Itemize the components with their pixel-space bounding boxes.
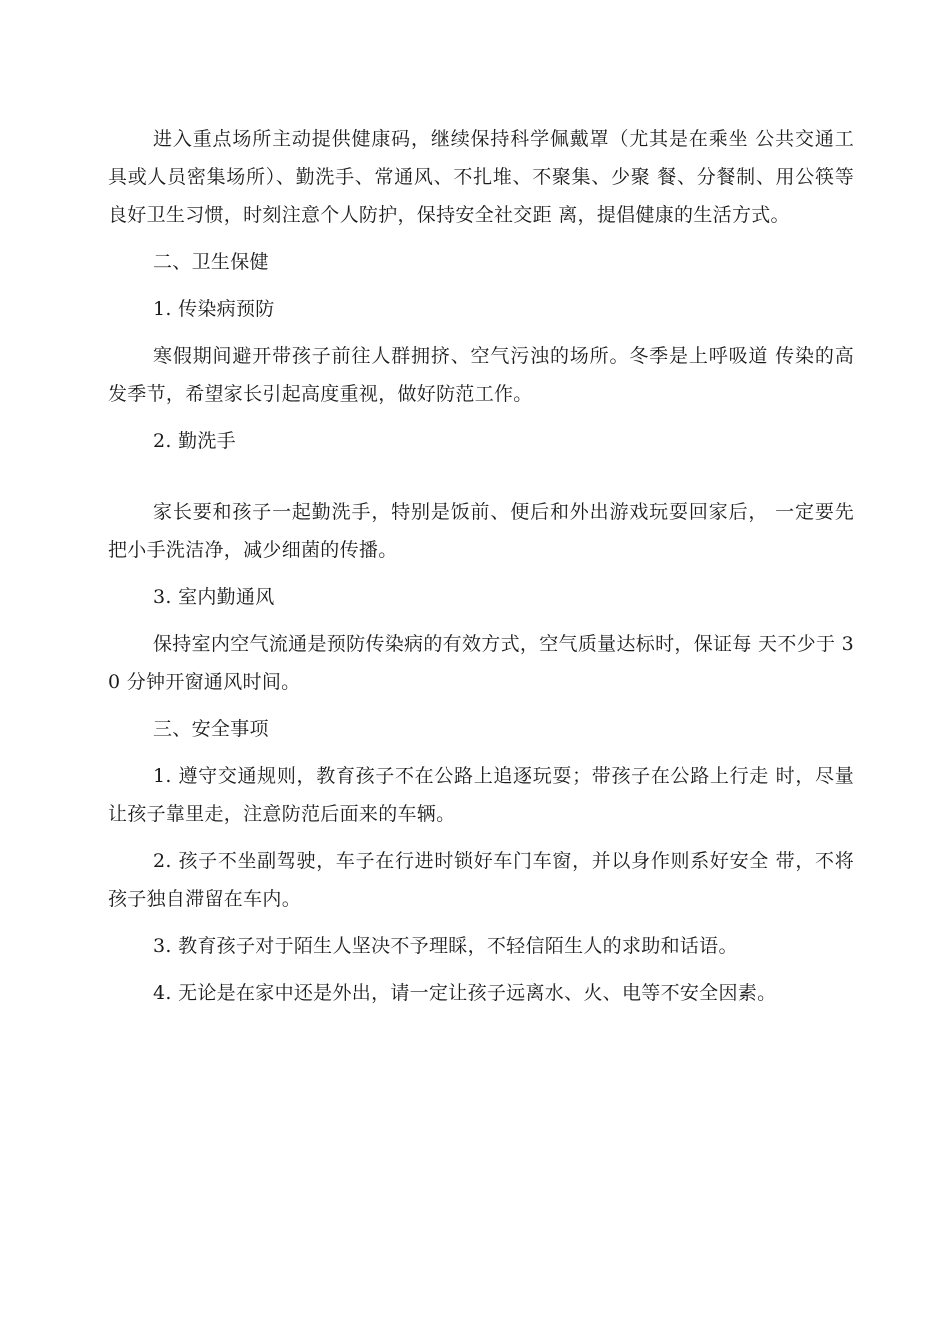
- paragraph-personal-protection: 进入重点场所主动提供健康码，继续保持科学佩戴罩（尤其是在乘坐 公共交通工具或人员密集场所）、勤洗手、常通风、不扎堆、不聚集、少聚 餐、分餐制、用公筷等良好卫生习惯，时刻注意个人防护，保持安全社交距 离，提倡健康的生活方式。: [108, 128, 854, 226]
- section-heading-hygiene: 二、卫生保健: [153, 251, 269, 273]
- paragraph-stranger-safety: 3. 教育孩子对于陌生人坚决不予理睬，不轻信陌生人的求助和话语。: [153, 935, 738, 957]
- section-heading-safety: 三、安全事项: [153, 718, 269, 740]
- paragraph-traffic-safety: 1. 遵守交通规则，教育孩子不在公路上追逐玩耍；带孩子在公路上行走 时，尽量让孩子靠里走，注意防范后面来的车辆。: [108, 765, 854, 825]
- subheading-disease-prevention: 1. 传染病预防: [153, 298, 275, 320]
- paragraph-car-safety: 2. 孩子不坐副驾驶，车子在行进时锁好车门车窗，并以身作则系好安全 带，不将孩子独自滞留在车内。: [108, 850, 854, 910]
- subheading-ventilation: 3. 室内勤通风: [153, 586, 275, 608]
- subheading-hand-washing: 2. 勤洗手: [153, 430, 236, 452]
- paragraph-hazard-safety: 4. 无论是在家中还是外出，请一定让孩子远离水、火、电等不安全因素。: [153, 982, 777, 1004]
- paragraph-ventilation: 保持室内空气流通是预防传染病的有效方式，空气质量达标时，保证每 天不少于 30 分钟开窗通风时间。: [108, 633, 854, 693]
- document-body: [108, 120, 854, 1021]
- paragraph-hand-washing: 家长要和孩子一起勤洗手，特别是饭前、便后和外出游戏玩耍回家后， 一定要先把小手洗洁净，减少细菌的传播。: [108, 501, 854, 561]
- paragraph-disease-prevention: 寒假期间避开带孩子前往人群拥挤、空气污浊的场所。冬季是上呼吸道 传染的高发季节，希望家长引起高度重视，做好防范工作。: [108, 345, 854, 405]
